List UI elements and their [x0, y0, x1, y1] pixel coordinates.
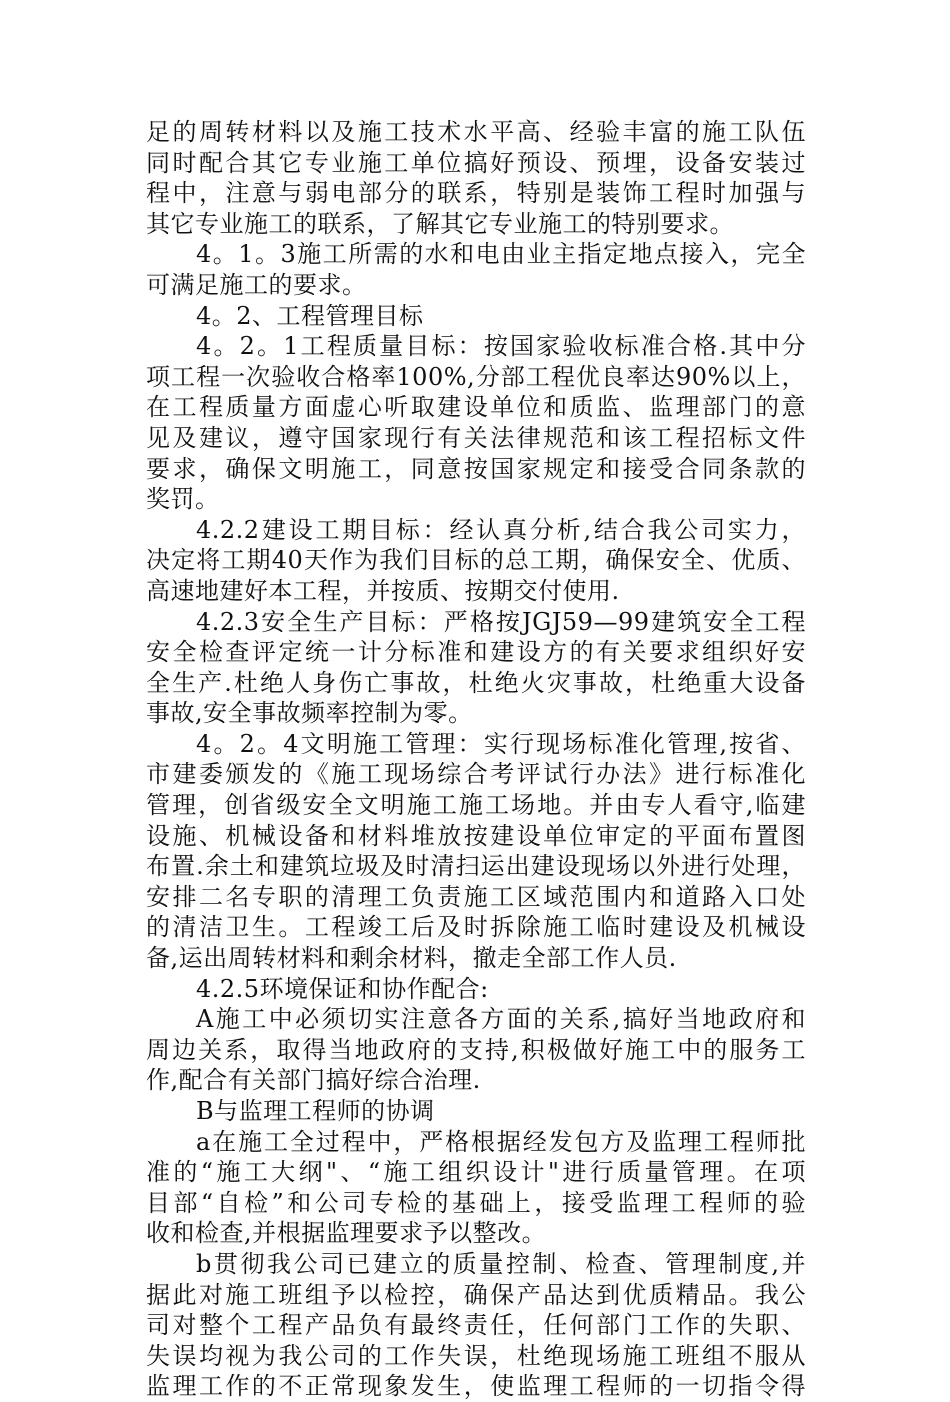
- text-line: 高速地建好本工程，并按质、按期交付使用.: [146, 576, 620, 605]
- text-line: 4.2.2建设工期目标：经认真分析,结合我公司实力，: [196, 515, 806, 544]
- text-line: 布置.余土和建筑垃圾及时清扫运出建设现场以外进行处理，: [146, 852, 806, 881]
- text-line: 的清洁卫生。工程竣工后及时拆除施工临时建设及机械设: [146, 913, 806, 942]
- text-line: 管理，创省级安全文明施工施工场地。并由专人看守,临建: [146, 791, 806, 820]
- text-line: B与监理工程师的协调: [196, 1097, 435, 1125]
- text-line: 设施、机械设备和材料堆放按建设单位审定的平面布置图: [146, 821, 806, 850]
- text-line: b贯彻我公司已建立的质量控制、检查、管理制度,并: [196, 1249, 806, 1278]
- text-line: 安排二名专职的清理工负责施工区域范围内和道路入口处: [146, 882, 806, 911]
- text-line: 4.2.5环境保证和协作配合:: [196, 974, 489, 1003]
- text-line: 决定将工期40天作为我们目标的总工期，确保安全、优质、: [146, 546, 806, 575]
- text-line: A施工中必须切实注意各方面的关系,搞好当地政府和: [196, 1005, 806, 1034]
- text-line: 全生产.杜绝人身伤亡事故，杜绝火灾事故，杜绝重大设备: [146, 668, 806, 697]
- text-line: 同时配合其它专业施工单位搞好预设、预埋，设备安装过: [146, 148, 806, 177]
- text-line: 足的周转材料以及施工技术水平高、经验丰富的施工队伍: [146, 118, 806, 146]
- text-line: 4。2、工程管理目标: [196, 301, 424, 330]
- text-line: 程中，注意与弱电部分的联系，特别是装饰工程时加强与: [146, 179, 806, 208]
- text-line: 事故,安全事故频率控制为零。: [146, 699, 473, 728]
- document-body: [146, 117, 806, 1402]
- text-line: 失误均视为我公司的工作失误，杜绝现场施工班组不服从: [146, 1341, 806, 1370]
- text-line: 4.2.3安全生产目标：严格按JGJ59—99建筑安全工程: [196, 607, 806, 636]
- text-line: 安全检查评定统一计分标准和建设方的有关要求组织好安: [146, 638, 806, 667]
- text-line: 准的“施工大纲"、“施工组织设计"进行质量管理。在项: [146, 1158, 806, 1187]
- text-line: 其它专业施工的联系，了解其它专业施工的特别要求。: [146, 209, 734, 238]
- text-line: 项工程一次验收合格率100%,分部工程优良率达90%以上，: [146, 362, 806, 391]
- text-line: 见及建议，遵守国家现行有关法律规范和该工程招标文件: [146, 423, 806, 452]
- text-line: 备,运出周转材料和剩余材料，撤走全部工作人员.: [146, 944, 677, 973]
- text-line: 监理工作的不正常现象发生，使监理工程师的一切指令得: [146, 1372, 806, 1401]
- text-line: 4。2。1工程质量目标：按国家验收标准合格.其中分: [196, 332, 806, 361]
- text-line: 目部“自检”和公司专检的基础上，接受监理工程师的验: [146, 1188, 806, 1217]
- text-line: a在施工全过程中，严格根据经发包方及监理工程师批: [196, 1127, 806, 1156]
- text-line: 可满足施工的要求。: [146, 270, 367, 299]
- text-line: 4。2。4文明施工管理：实行现场标准化管理,按省、: [196, 729, 806, 758]
- text-line: 作,配合有关部门搞好综合治理.: [146, 1066, 481, 1095]
- text-line: 4。1。3施工所需的水和电由业主指定地点接入，完全: [196, 240, 806, 269]
- text-line: 收和检查,并根据监理要求予以整改。: [146, 1219, 547, 1248]
- text-line: 据此对施工班组予以检控，确保产品达到优质精品。我公: [146, 1280, 806, 1309]
- text-line: 在工程质量方面虚心听取建设单位和质监、监理部门的意: [146, 393, 806, 422]
- text-line: 奖罚。: [146, 485, 220, 514]
- text-line: 周边关系，取得当地政府的支持,积极做好施工中的服务工: [146, 1035, 806, 1064]
- text-line: 市建委颁发的《施工现场综合考评试行办法》进行标准化: [146, 760, 806, 789]
- text-line: 司对整个工程产品负有最终责任，任何部门工作的失职、: [146, 1311, 806, 1340]
- text-line: 要求，确保文明施工，同意按国家规定和接受合同条款的: [146, 454, 806, 483]
